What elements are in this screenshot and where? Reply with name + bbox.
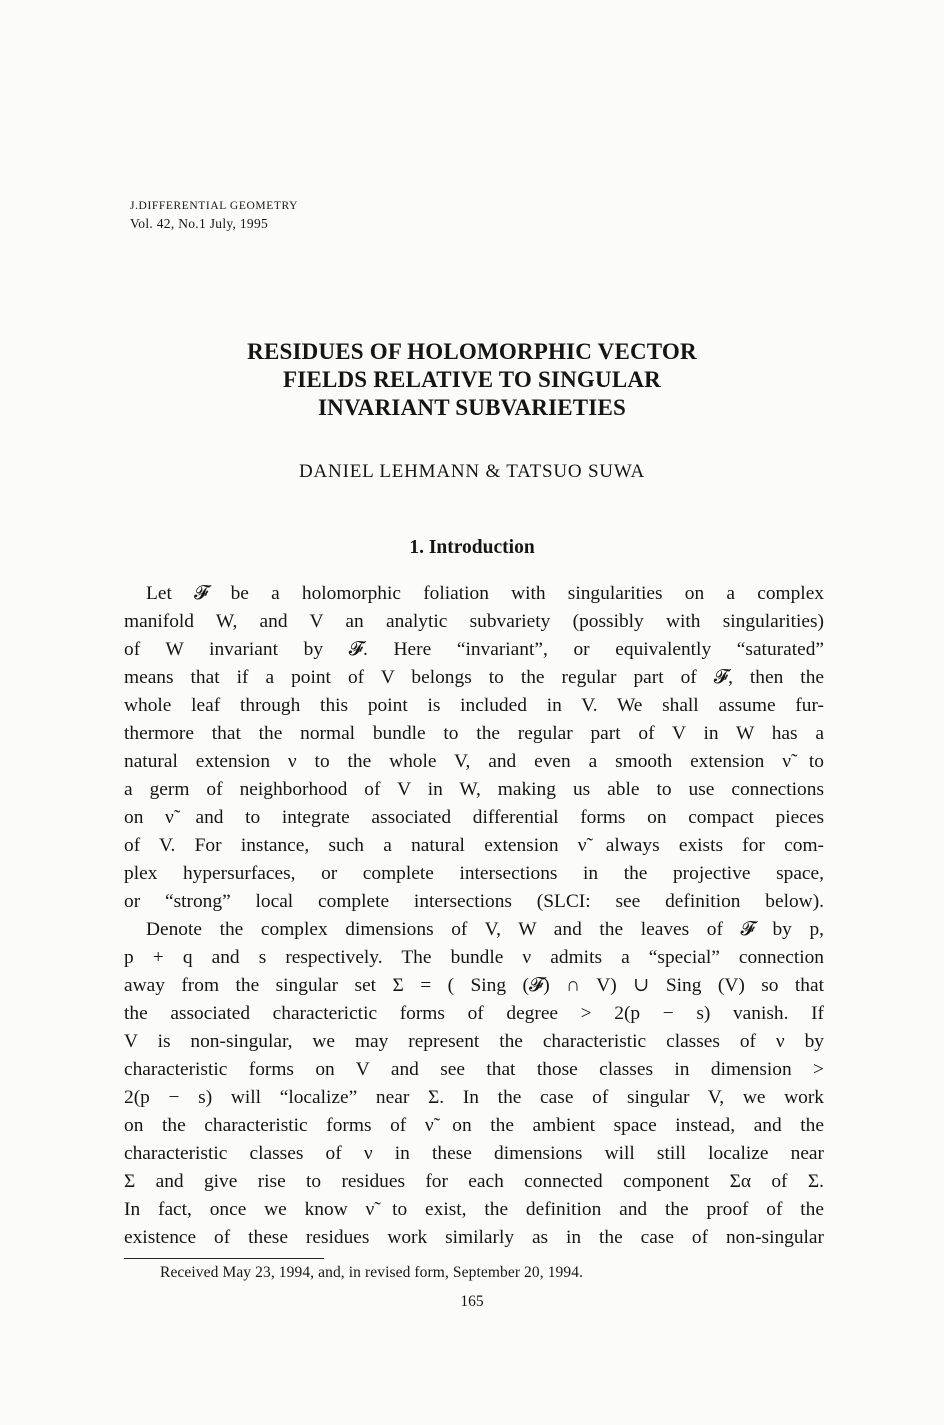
journal-name: J.DIFFERENTIAL GEOMETRY <box>130 200 298 212</box>
paper-title <box>130 338 814 422</box>
text-line: the associated characterictic forms of degree > 2(p − s) vanish. If <box>124 1003 824 1024</box>
text-line: natural extension ν to the whole V, and even a smooth extension ν̃ to <box>124 751 824 772</box>
text-line: away from the singular set Σ = ( Sing (𝓕) ∩ V) ∪ Sing (V) so that <box>124 975 824 996</box>
footnote-rule <box>124 1258 324 1259</box>
text-line: whole leaf through this point is included in V. We shall assume fur- <box>124 695 824 716</box>
text-line: Denote the complex dimensions of V, W and the leaves of 𝓕 by p, <box>146 919 824 940</box>
text-line: V is non-singular, we may represent the characteristic classes of ν by <box>124 1031 824 1052</box>
text-line: of V. For instance, such a natural extension ν̃ always exists for com- <box>124 835 824 856</box>
text-line: p + q and s respectively. The bundle ν admits a “special” connection <box>124 947 824 968</box>
journal-volume: Vol. 42, No.1 July, 1995 <box>130 216 269 231</box>
text-line: existence of these residues work similarly as in the case of non-singular <box>124 1227 824 1248</box>
text-line: Let 𝓕 be a holomorphic foliation with singularities on a complex <box>146 583 824 604</box>
text-line: characteristic classes of ν in these dimensions will still localize near <box>124 1143 824 1164</box>
text-line: manifold W, and V an analytic subvariety (possibly with singularities) <box>124 611 824 632</box>
text-line: plex hypersurfaces, or complete intersections in the projective space, <box>124 863 824 884</box>
text-line: means that if a point of V belongs to the regular part of 𝓕, then the <box>124 667 824 688</box>
title-line: INVARIANT SUBVARIETIES <box>318 395 626 420</box>
section-heading: 1. Introduction <box>409 537 535 558</box>
authors: DANIEL LEHMANN & TATSUO SUWA <box>299 461 645 482</box>
text-line: thermore that the normal bundle to the regular part of V in W has a <box>124 723 824 744</box>
page-number: 165 <box>460 1293 484 1310</box>
text-line: a germ of neighborhood of V in W, making us able to use connections <box>124 779 824 800</box>
text-line: characteristic forms on V and see that those classes in dimension > <box>124 1059 824 1080</box>
text-line: 2(p − s) will “localize” near Σ. In the case of singular V, we work <box>124 1087 824 1108</box>
text-line: or “strong” local complete intersections (SLCI: see definition below). <box>124 891 824 912</box>
text-line: of W invariant by 𝓕. Here “invariant”, or equivalently “saturated” <box>124 639 824 660</box>
text-line: on ν̃ and to integrate associated differential forms on compact pieces <box>124 807 824 828</box>
text-line: on the characteristic forms of ν̃ on the ambient space instead, and the <box>124 1115 824 1136</box>
title-line: FIELDS RELATIVE TO SINGULAR <box>283 367 661 392</box>
journal-header <box>130 197 298 233</box>
text-line: In fact, once we know ν̃ to exist, the definition and the proof of the <box>124 1199 824 1220</box>
footnote: Received May 23, 1994, and, in revised form, September 20, 1994. <box>160 1264 584 1281</box>
text-line: Σ and give rise to residues for each connected component Σα of Σ. <box>124 1171 824 1192</box>
title-line: RESIDUES OF HOLOMORPHIC VECTOR <box>247 339 697 364</box>
body-text <box>124 580 824 1252</box>
